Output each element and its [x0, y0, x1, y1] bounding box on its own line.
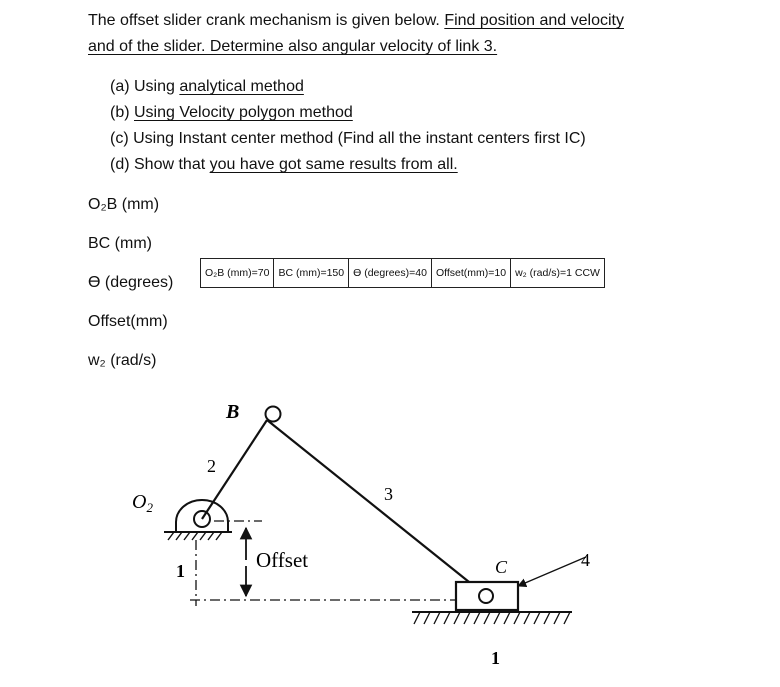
label-o2 — [132, 491, 153, 515]
label-c: C — [495, 557, 508, 577]
value-theta: ϴ (degrees)=40 — [349, 259, 432, 288]
task-a-prefix: (a) Using — [110, 78, 180, 95]
value-offset: Offset(mm)=10 — [431, 259, 510, 288]
value-bc: BC (mm)=150 — [274, 259, 349, 288]
joint-b — [266, 407, 281, 422]
label-ground-1-right: 1 — [491, 648, 500, 668]
label-link-3: 3 — [384, 484, 393, 504]
link-4-leader — [518, 557, 586, 586]
label-link-2: 2 — [207, 456, 216, 476]
label-link-4: 4 — [581, 550, 590, 570]
param-omega2: w₂ (rad/s) — [88, 352, 157, 369]
problem-line-2: and of the slider. Determine also angular velocity of link 3. — [88, 38, 498, 55]
task-b-prefix: (b) — [110, 104, 134, 121]
joint-c — [479, 589, 493, 603]
value-omega2: w₂ (rad/s)=1 CCW — [511, 259, 605, 288]
param-o2b: O₂B (mm) — [88, 196, 160, 213]
task-d-prefix: (d) Show that — [110, 156, 210, 173]
label-ground-1-left: 1 — [176, 561, 185, 581]
param-theta: ϴ (degrees) — [88, 274, 174, 291]
problem-task-underlined: Find position and velocity — [444, 12, 624, 29]
value-o2b: O₂B (mm)=70 — [201, 259, 274, 288]
task-b-method: Using Velocity polygon method — [134, 104, 353, 121]
label-o2-subscript: 2 — [146, 500, 153, 515]
param-bc: BC (mm) — [88, 235, 152, 252]
label-b: B — [226, 401, 240, 423]
label-o2-letter: O — [132, 491, 147, 513]
param-offset: Offset(mm) — [88, 313, 168, 330]
problem-intro: The offset slider crank mechanism is given below. — [88, 12, 445, 29]
task-c: (c) Using Instant center method (Find all the instant centers first IC) — [110, 130, 586, 147]
ground-pivot-o2 — [164, 500, 232, 540]
slider-ground — [412, 612, 572, 624]
task-a-method: analytical method — [179, 78, 304, 95]
label-offset: Offset — [256, 548, 309, 572]
task-d-statement: you have got same results from all. — [209, 156, 458, 173]
